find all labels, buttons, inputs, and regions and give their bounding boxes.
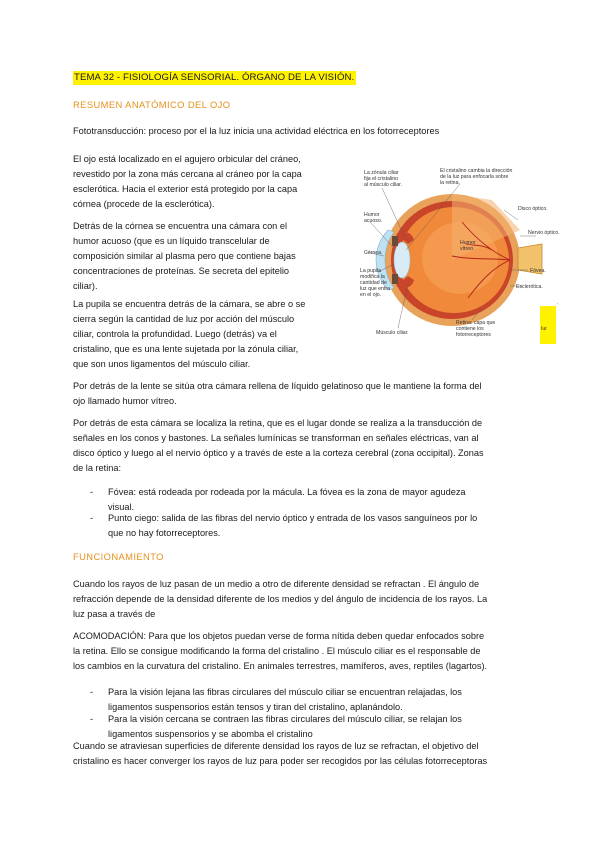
label-pupila-4: luz que entra: [360, 286, 390, 292]
lens-shape: [394, 242, 410, 278]
margin-highlight-text: Iur: [541, 326, 547, 332]
label-humor-acuoso-1: Humor: [364, 212, 380, 218]
iris-bottom: [392, 274, 398, 284]
label-cornea: Córnea.: [364, 250, 383, 256]
label-retina-1: Retina: capa que: [456, 320, 496, 326]
label-cristalino-3: la retina.: [440, 180, 460, 186]
label-humor-acuoso-2: acuoso.: [364, 218, 383, 224]
page-title: TEMA 32 - FISIOLOGÍA SENSORIAL. ÓRGANO DE LA VISIÓN.: [74, 72, 355, 83]
paragraph-lente: Por detrás de la lente se sitúa otra cámara rellena de líquido gelatinoso que le mantiene la forma del ojo llamado humor vítreo.: [73, 381, 482, 407]
label-retina-2: contiene los: [456, 326, 484, 332]
paragraph-fototransduccion: Fototransducción: proceso por el la luz inicia una actividad eléctrica en los fotorreceptores: [73, 126, 440, 136]
paragraph-retina: Por detrás de esta cámara se localiza la retina, que es el lugar donde se realiza a la transducción de señales en los conos y bastones. La señales lumínicas se transforman en señales eléctricas, van al disco óptico y luego al el nervio óptico y a través de este a la corteza cerebral (zona occipital). Zonas de la retina:: [73, 418, 484, 474]
label-zonula-2: fija el cristalino: [364, 176, 399, 182]
iris-top: [392, 236, 398, 246]
label-zonula-3: al músculo ciliar.: [364, 182, 403, 188]
label-fovea: Fóvea.: [530, 268, 546, 274]
paragraph-pupila: La pupila se encuentra detrás de la cámara, se abre o se cierra según la cantidad de luz por acción del músculo ciliar, controla la profundidad. Luego (detrás) va el cristalino, que es una lente sujetada por la zónula ciliar, que son unos ligamentos del músculo ciliar.: [73, 299, 306, 370]
label-disco-optico: Disco óptico.: [518, 206, 548, 212]
label-pupila-3: cantidad de: [360, 280, 387, 286]
label-humor-vitreo-2: vítreo.: [460, 246, 475, 252]
margin-dot: .: [557, 300, 559, 306]
label-esclerotica: Esclerótica.: [516, 284, 543, 290]
paragraph-rayos: Cuando los rayos de luz pasan de un medio a otro de diferente densidad se refractan . El ángulo de refracción depende de la densidad diferente de los medios y del ángulo de incidencia de los rayos. La luz pasa a través de: [73, 579, 488, 620]
paragraph-acomodacion: ACOMODACIÓN: Para que los objetos puedan verse de forma nítida deben quedar enfocados sobre la retina. Ello se consigue modificando la forma del cristalino . El músculo ciliar es el responsable de los cambios en la curvatura del cristalino. En animales terrestres, mamíferos, aves, reptiles (lagartos).: [73, 631, 488, 672]
section-heading-anatomy: RESUMEN ANATÓMICO DEL OJO: [73, 99, 231, 110]
paragraph-ojo: El ojo está localizado en el agujero orbicular del cráneo, revestido por la zona más cercana al cráneo por la capa esclerótica. Hacia el exterior está protegido por la capa córnea (procede de la esclerótica).: [73, 154, 302, 210]
label-pupila-1: La pupila: [360, 268, 382, 274]
label-nervio-optico: Nervio óptico.: [528, 230, 560, 236]
label-cristalino-2: de la luz para enfocarla sobre: [440, 174, 509, 180]
paragraph-final: Cuando se atraviesan superficies de diferente densidad los rayos de luz se refractan, el objetivo del cristalino es hacer converger los rayos de luz para poder ser recogidos por las células fotorreceptoras: [73, 741, 488, 767]
label-zonula-1: La zónula ciliar: [364, 170, 399, 176]
label-cristalino-1: El cristalino cambia la dirección: [440, 168, 513, 174]
paragraph-cornea: Detrás de la córnea se encuentra una cámara con el humor acuoso (que es un líquido transcelular de composición similar al plasma pero que contiene bajas concentraciones de proteínas. Se secreta del epitelio ciliar).: [73, 221, 296, 292]
label-retina-3: fotorreceptores: [456, 332, 491, 338]
label-humor-vitreo-1: Humor: [460, 240, 476, 246]
margin-highlight: [540, 306, 556, 344]
section-heading-funcionamiento: FUNCIONAMIENTO: [73, 551, 164, 562]
label-musculo-ciliar: Músculo ciliar.: [376, 330, 409, 336]
label-pupila-5: en el ojo.: [360, 292, 382, 298]
document-page: TEMA 32 - FISIOLOGÍA SENSORIAL. ÓRGANO DE LA VISIÓN. RESUMEN ANATÓMICO DEL OJO Fototransducción: proceso por el la luz inicia una actividad eléctrica en los fotorreceptores El ojo está localizado en el agujero orbicular del cráneo, revestido por la zona más cercana al cráneo por la capa esclerótica. Hacia el exterior está protegido por la capa córnea (procede de la esclerótica). Detrás de la córnea se encuentra una cámara con el humor acuoso (que es un líquido transcelular de composición similar al plasma pero que contiene bajas concentraciones de proteínas. Se secreta del epitelio ciliar). La pupila se encuentra detrás de la cámara, se abre o se cierra según la cantidad de luz por acción del músculo ciliar, controla la profundidad. Luego (detrás) va el cristalino, que es una lente sujetada por la zónula ciliar, que son unos ligamentos del músculo ciliar. La zónula ciliar fija el cristalino al músculo ciliar. El cristalino cambia la dirección de la luz para enfocarla sobre la retina. Humor acuoso. Córnea. La pupila modifica la cantidad de luz que entra en el ojo. Humor vítreo. Disco óptico. Nervio óptico. Fóvea. Esclerótica. Músculo ciliar. Retina: capa que contiene los fotorreceptores Iur . Por detrás de la lente se sitúa otra cámara rellena de líquido gelatinoso que le mantiene la forma del ojo llamado humor vítreo. Por detrás de esta cámara se localiza la retina, que es el lugar donde se realiza a la transducción de señales en los conos y bastones. La señales lumínicas se transforman en señales eléctricas, van al disco óptico y luego al el nervio óptico y a través de este a la corteza cerebral (zona occipital). Zonas de la retina: - Fóvea: está rodeada por rodeada por la mácula. La fóvea es la zona de mayor agudeza visual. - Punto ciego: salida de las fibras del nervio óptico y entrada de los vasos sanguíneos por lo que no hay fotorreceptores. FUNCIONAMIENTO Cuando los rayos de luz pasan de un medio a otro de diferente densidad se refractan . El ángulo de refracción depende de la densidad diferente de los medios y del ángulo de incidencia de los rayos. La luz pasa a través de ACOMODACIÓN: Para que los objetos puedan verse de forma nítida deben quedar enfocados sobre la retina. Ello se consigue modificando la forma del cristalino . El músculo ciliar es el responsable de los cambios en la curvatura del cristalino. En animales terrestres, mamíferos, aves, reptiles (lagartos). - Para la visión lejana las fibras circulares del músculo ciliar se encuentran relajadas, los ligamentos suspensorios están tensos y tiran del cristalino, aplanándolo. - Para la visión cercana se contraen las fibras circulares del músculo ciliar, se relajan los ligamentos suspensorios y se abomba el cristalino Cuando se atraviesan superficies de diferente densidad los rayos de luz se refractan, el objetivo del cristalino es hacer converger los rayos de luz para poder ser recogidos por las células fotorreceptoras: [0, 0, 600, 848]
eye-anatomy-diagram: [342, 160, 560, 342]
label-pupila-2: modifica la: [360, 274, 385, 280]
